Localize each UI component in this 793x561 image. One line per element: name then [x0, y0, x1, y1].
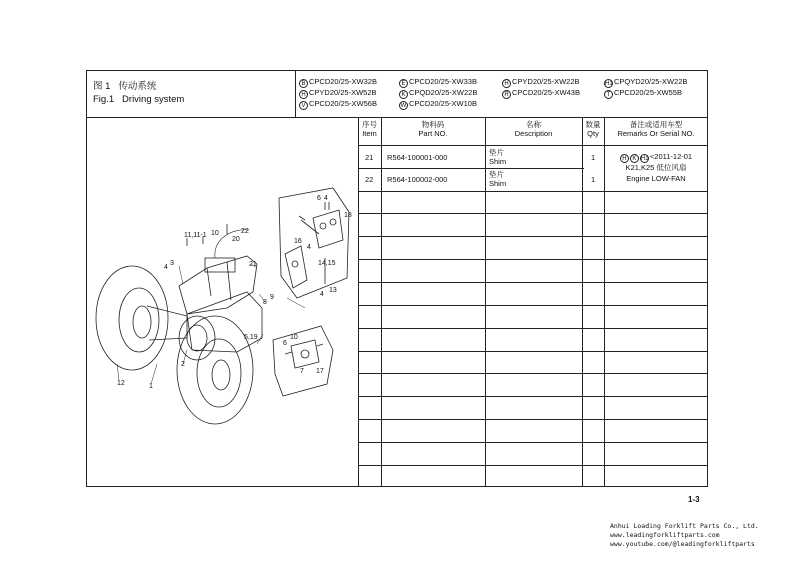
row-rule	[358, 442, 708, 443]
page-number: 1-3	[688, 495, 700, 504]
row-part-no: R564-100002-000	[387, 175, 448, 184]
model-mark-icon: H1	[640, 156, 649, 162]
row-desc-cn: 垫片	[489, 148, 504, 157]
callout-label: 4	[320, 291, 324, 298]
row-rule	[358, 328, 708, 329]
model-h1: H1CPQYD20/25-XW22B	[605, 77, 688, 87]
row-qty: 1	[591, 153, 596, 162]
remark-line-1: H K H1<2011-12-01	[604, 152, 708, 163]
figure-title-cn: 图 1 传动系统	[93, 81, 157, 92]
model-mark-icon: E	[399, 79, 408, 88]
callout-label: 16	[294, 238, 302, 245]
model-mark-icon: B	[299, 79, 308, 88]
callout-label: 7	[300, 368, 304, 375]
callout-label: 4	[307, 244, 311, 251]
row-desc-en: Shim	[489, 179, 507, 188]
figure-title-en: Fig.1 Driving system	[93, 94, 185, 105]
remark-line-3: Engine LOW-FAN	[626, 174, 686, 183]
row-rule	[358, 305, 708, 306]
row-rule	[358, 236, 708, 237]
model-mark-icon: W	[400, 103, 407, 109]
callout-label: 4	[324, 195, 328, 202]
footer-youtube: www.youtube.com/@leadingforkliftparts	[610, 540, 755, 548]
callout-label: 5,19	[244, 334, 258, 341]
mount-bracket-plate	[279, 188, 349, 298]
model-mark-icon: K	[630, 154, 639, 163]
header-qty: 数量 Qty	[585, 120, 601, 138]
footer-company: Anhui Loading Forklift Parts Co., Ltd.	[610, 522, 759, 530]
col-divider-qty	[582, 117, 583, 487]
callout-label: 8	[263, 299, 267, 306]
model-mark-icon: H	[299, 90, 308, 99]
footer-website: www.leadingforkliftparts.com	[610, 531, 720, 539]
callout-label: 4	[164, 264, 168, 271]
control-valve	[205, 258, 235, 272]
callout-label: 13	[329, 287, 337, 294]
col-divider-part	[381, 117, 382, 487]
model-h-52: H CPYD20/25-XW52B	[299, 88, 377, 99]
col-divider-desc	[485, 117, 486, 487]
callout-label: 22	[241, 228, 249, 235]
row-desc-en: Shim	[489, 157, 507, 166]
callout-label: 6	[283, 340, 287, 347]
header-remarks: 备注或适用车型 Remarks Or Serial NO.	[617, 120, 695, 138]
row-rule	[358, 213, 708, 214]
row-rule	[358, 282, 708, 283]
model-w: W CPCD20/25-XW10B	[400, 99, 477, 109]
callout-label: 2	[181, 361, 185, 368]
model-e: E CPCD20/25-XW33B	[399, 77, 477, 88]
driving-system-diagram	[87, 118, 358, 486]
transmission-case	[179, 256, 257, 314]
model-k: K CPQD20/25-XW22B	[399, 88, 477, 99]
callout-label: 14,15	[318, 260, 336, 267]
row-qty: 1	[591, 175, 596, 184]
callout-label: 10	[290, 334, 298, 341]
table-header-rule	[358, 145, 708, 146]
left-axle-tube	[147, 306, 187, 340]
left-wheel-rim	[119, 288, 159, 352]
remark-line-2: K21,K25 低位风扇	[625, 163, 687, 172]
callout-label: 12	[117, 380, 125, 387]
row-rule	[358, 419, 708, 420]
model-mark-icon: H	[502, 79, 511, 88]
callout-label: 18	[344, 212, 352, 219]
left-wheel-tire	[96, 266, 168, 370]
row-desc-cn: 垫片	[489, 170, 504, 179]
callout-label: 11,11-1	[184, 232, 207, 239]
header-item: 序号 Item	[362, 120, 377, 138]
model-r: R CPCD20/25-XW43B	[502, 88, 580, 99]
model-v: V CPCD20/25-XW56B	[299, 99, 377, 110]
callout-label: 6	[317, 195, 321, 202]
header-divider	[295, 70, 296, 117]
header-part-no: 物料码 Part NO.	[418, 120, 448, 138]
mount-bracket	[313, 210, 343, 248]
row-rule	[358, 396, 708, 397]
model-mark-icon: H	[620, 154, 629, 163]
axle-housing	[187, 292, 262, 352]
model-mark-icon: V	[299, 101, 308, 110]
yoke-bracket	[273, 326, 333, 396]
model-mark-icon: R	[502, 90, 511, 99]
row-rule	[358, 351, 708, 352]
model-mark-icon: T	[604, 90, 613, 99]
model-mark-icon: H1	[605, 81, 613, 87]
row-rule	[358, 373, 708, 374]
row-item: 21	[365, 153, 374, 162]
model-mark-icon: K	[399, 90, 408, 99]
callout-label: 9	[270, 294, 274, 301]
callout-label: 1	[149, 383, 153, 390]
row-part-no: R564-100001-000	[387, 153, 448, 162]
model-h: H CPYD20/25-XW22B	[502, 77, 580, 88]
row-item: 22	[365, 175, 374, 184]
callout-label: 20	[232, 236, 240, 243]
callout-label: 10	[211, 230, 219, 237]
right-wheel-rim	[197, 339, 241, 407]
model-b: B CPCD20/25-XW32B	[299, 77, 377, 88]
row-rule	[358, 191, 708, 192]
callout-label: 3	[170, 260, 174, 267]
callout-label: 17	[316, 368, 324, 375]
row-rule	[358, 259, 708, 260]
row-rule	[358, 465, 708, 466]
model-t: T CPCD20/25-XW55B	[604, 88, 682, 99]
callout-label: 21	[249, 261, 257, 268]
table-left-border	[358, 117, 359, 487]
row-rule	[358, 168, 584, 169]
header-description: 名称 Description	[514, 120, 553, 138]
